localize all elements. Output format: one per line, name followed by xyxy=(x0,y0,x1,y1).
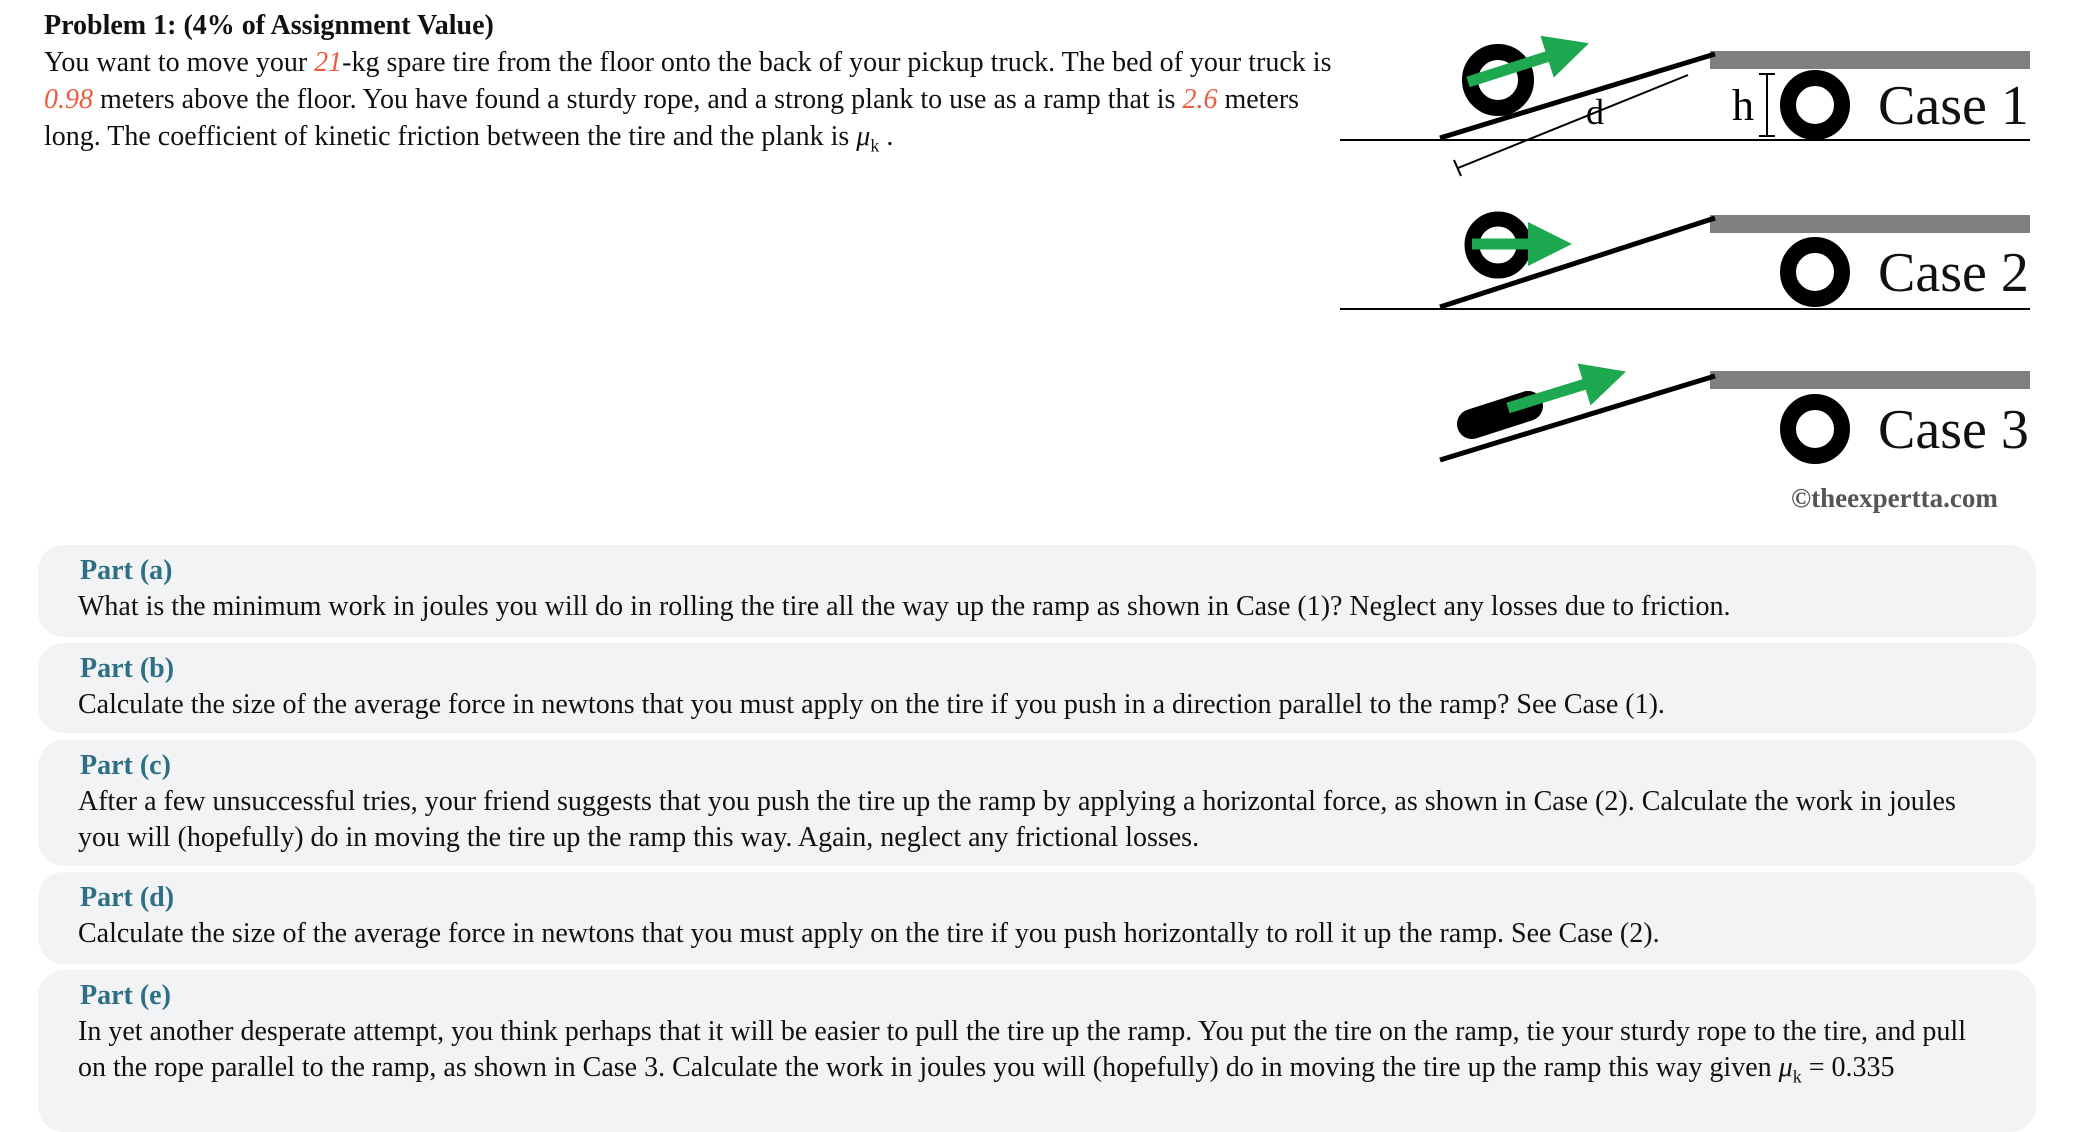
ramp-diagram xyxy=(1340,20,2070,540)
part-a-title: Part (a) xyxy=(80,555,173,586)
problem-text-seg1: You want to move your xyxy=(44,47,315,78)
part-e-text-pre: In yet another desperate attempt, you think perhaps that it will be easier to pull the tire up the ramp. You put the tire on the ramp, tie your sturdy rope to the tire, and pull on the rope parallel to the ramp, as shown in Case 3. Calculate the work in joules you will (hopefully) do in moving the tire up the ramp this way given xyxy=(78,1016,1966,1083)
part-d-text: Calculate the size of the average force in newtons that you must apply on the tire if you push horizontally to roll it up the ramp. See Case (2). xyxy=(78,918,1660,949)
tire-icon-case-1 xyxy=(1788,78,1842,132)
problem-text-seg4: meters long. The coefficient of kinetic friction between the tire and the plank is xyxy=(44,84,1300,152)
part-b-title: Part (b) xyxy=(80,653,175,684)
case-2-label: Case 2 xyxy=(1878,242,2029,304)
case-3-diagram xyxy=(1440,371,2030,461)
copyright: ©theexpertta.com xyxy=(1791,483,1998,513)
part-e-title: Part (e) xyxy=(80,980,171,1011)
part-c-title: Part (c) xyxy=(80,750,171,781)
part-e-mu: $\mu_k$ xyxy=(1778,1052,1802,1087)
ramp-diagram-svg xyxy=(1340,20,2070,540)
truck-bed-2 xyxy=(1710,215,2030,233)
height-value: 0.98 xyxy=(44,84,93,115)
part-e-text-post: = 0.335 xyxy=(1801,1052,1895,1083)
part-a xyxy=(38,545,2036,637)
problem-text-seg3: meters above the floor. You have found a sturdy rope, and a strong plank to use as a ramp that is xyxy=(93,84,1183,115)
part-c xyxy=(38,740,2036,866)
case-2-diagram xyxy=(1340,215,2030,309)
tire-icon-case-2 xyxy=(1788,245,1842,299)
problem-text xyxy=(44,44,1334,165)
part-a-text: What is the minimum work in joules you will do in rolling the tire all the way up the ramp as shown in Case (1)? Neglect any losses due to friction. xyxy=(78,591,1731,622)
part-b xyxy=(38,643,2036,733)
part-d xyxy=(38,872,2036,964)
problem-text-seg2: -kg spare tire from the floor onto the back of your pickup truck. The bed of your truck is xyxy=(342,47,1332,78)
label-d: d xyxy=(1586,92,1604,132)
part-c-text: After a few unsuccessful tries, your friend suggests that you push the tire up the ramp by applying a horizontal force, as shown in Case (2). Calculate the work in joules you will (hopefully) do in moving the tire up the ramp this way. Again, neglect any frictional losses. xyxy=(78,786,1956,853)
truck-bed-1 xyxy=(1710,51,2030,69)
case-1-diagram xyxy=(1340,50,2030,176)
truck-bed-3 xyxy=(1710,371,2030,389)
case-1-label: Case 1 xyxy=(1878,75,2029,137)
problem-title: Problem 1: (4% of Assignment Value) xyxy=(44,10,494,41)
tire-icon-case-3 xyxy=(1788,402,1842,456)
mu-symbol: $\mu_k$ xyxy=(856,121,880,156)
part-b-text: Calculate the size of the average force in newtons that you must apply on the tire if you push in a direction parallel to the ramp? See Case (1). xyxy=(78,689,1665,720)
problem-statement xyxy=(44,8,1334,165)
problem-text-seg5: . xyxy=(879,121,894,152)
length-value: 2.6 xyxy=(1182,84,1218,115)
mass-value: 21 xyxy=(314,47,343,78)
part-e-text xyxy=(78,1014,1996,1095)
label-h: h xyxy=(1732,81,1754,130)
part-d-title: Part (d) xyxy=(80,882,175,913)
part-e xyxy=(38,970,2036,1132)
case-3-label: Case 3 xyxy=(1878,399,2029,461)
